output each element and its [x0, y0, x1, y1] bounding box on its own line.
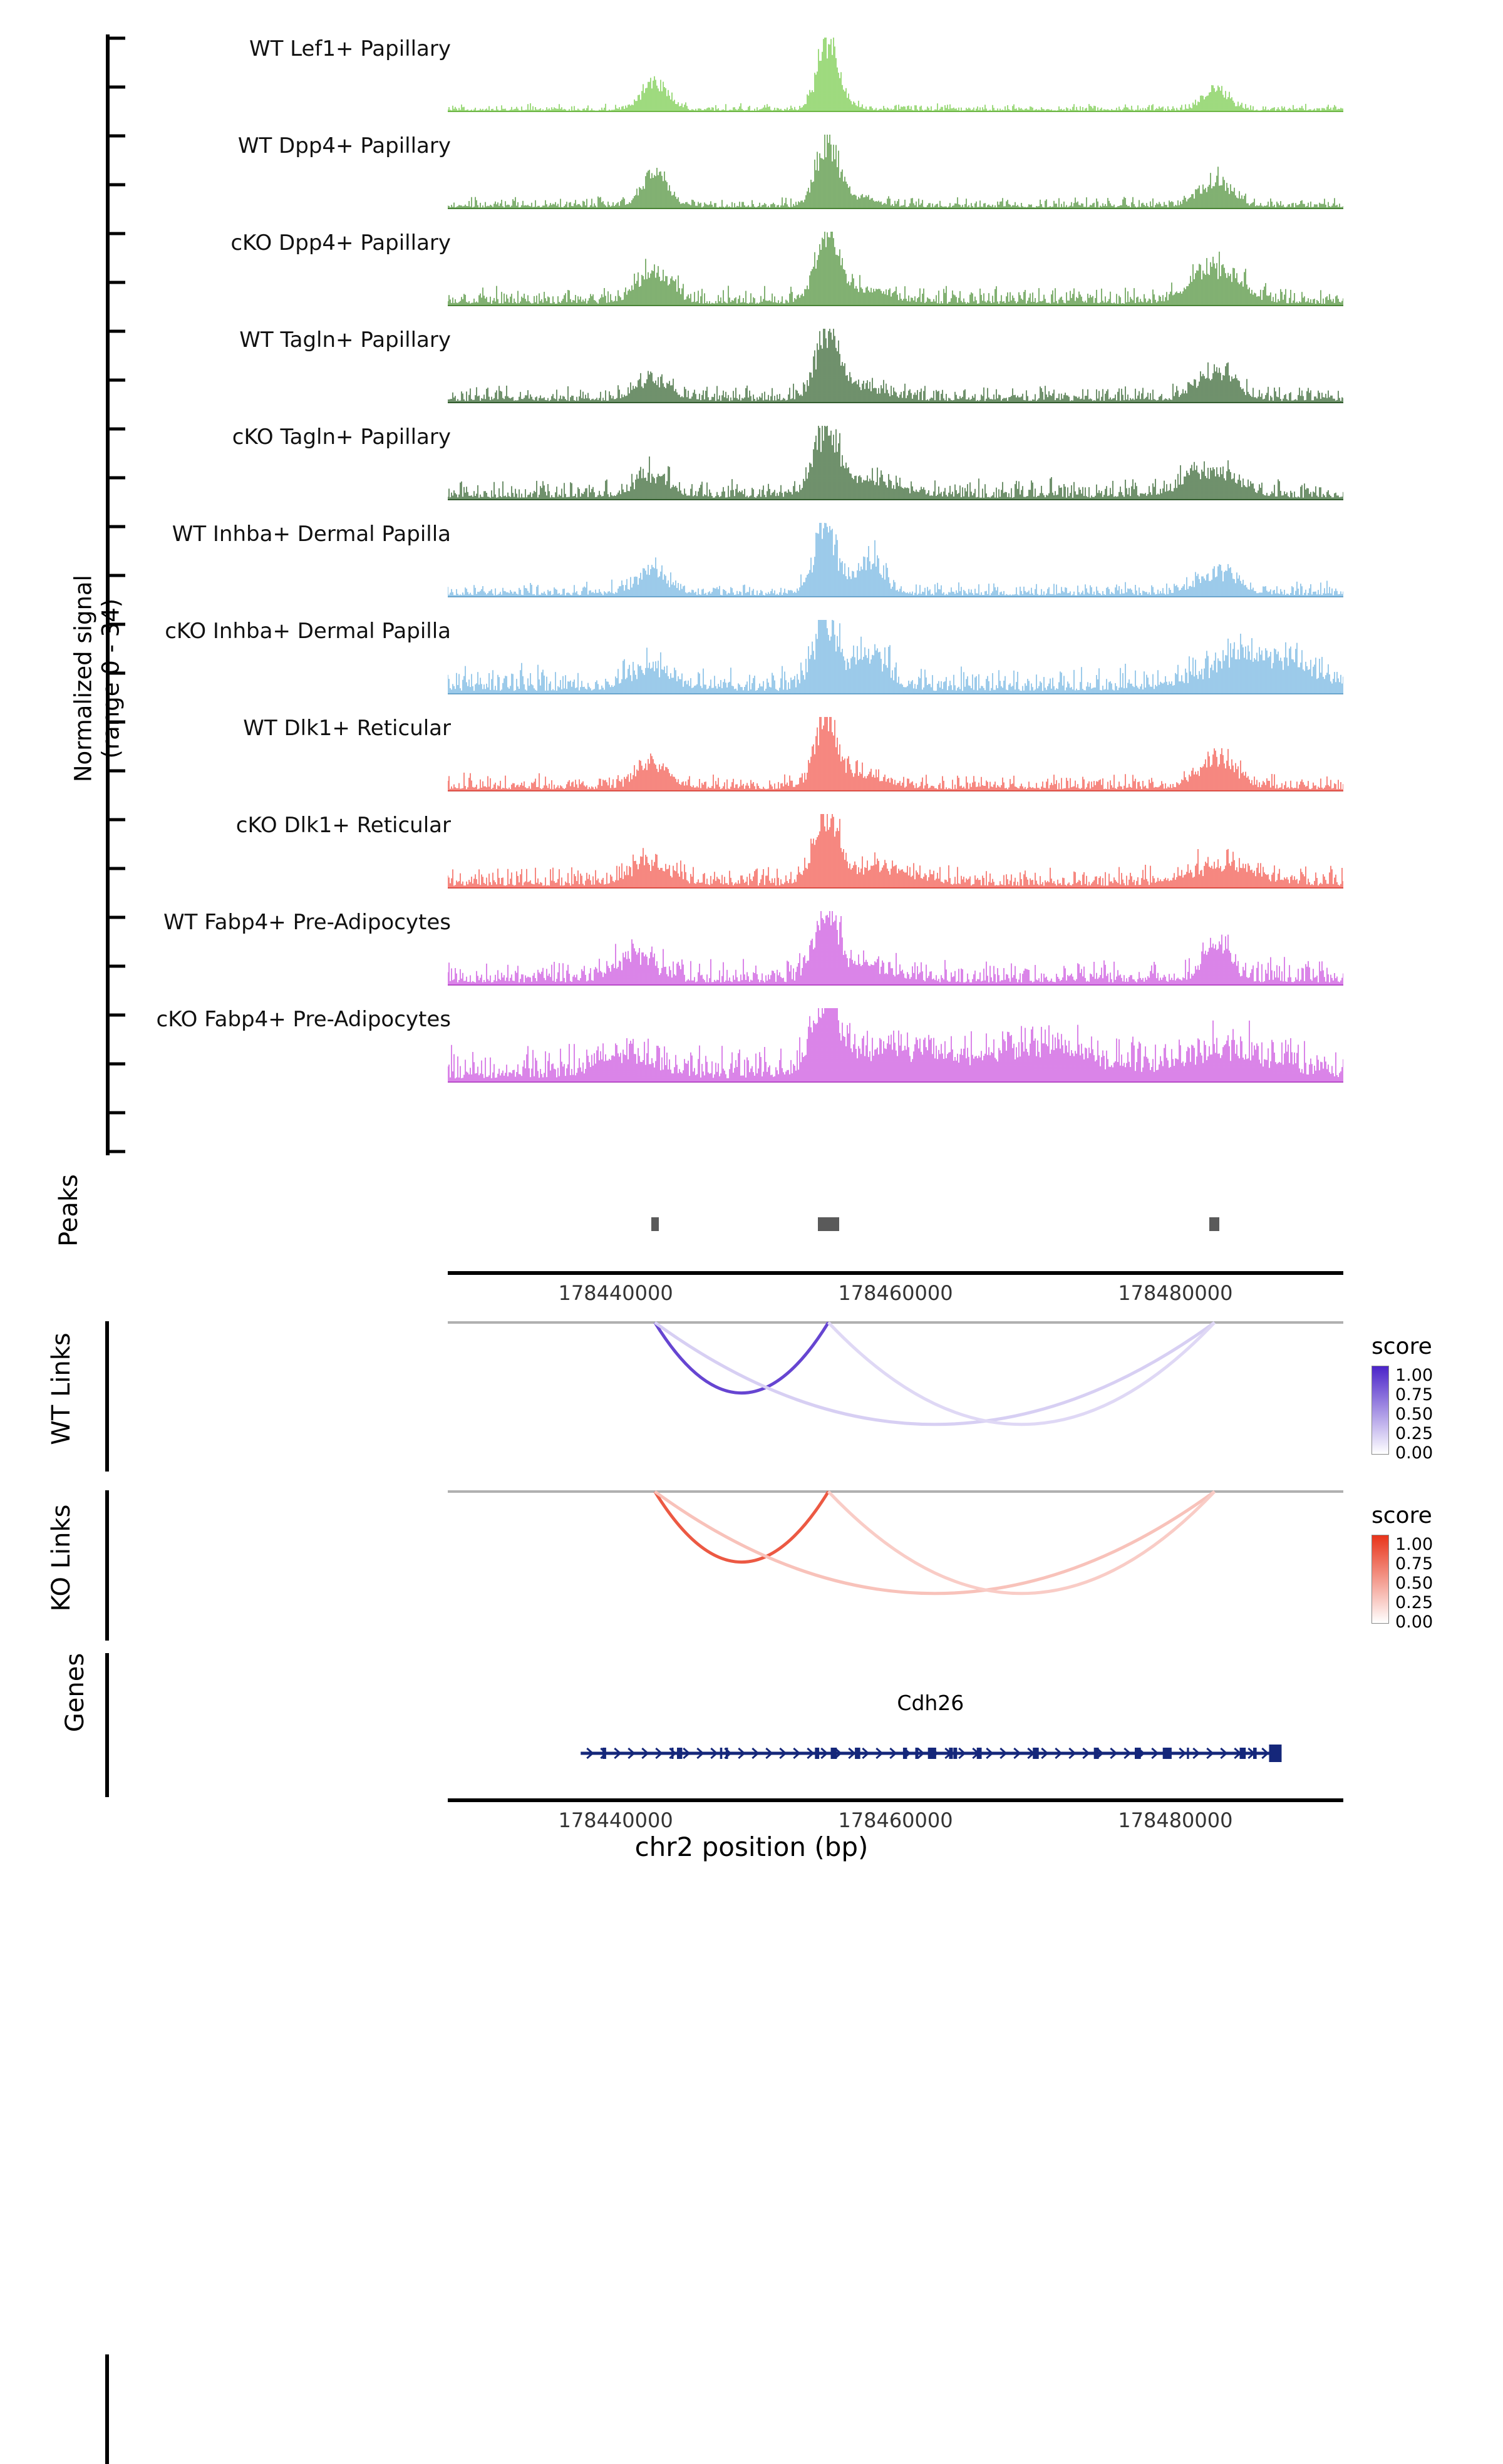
peak-mark — [651, 1217, 659, 1231]
coverage-track-signal — [448, 807, 1343, 904]
coverage-track-label: cKO Fabp4+ Pre-Adipocytes — [156, 1007, 451, 1032]
coverage-track — [0, 224, 1503, 321]
coverage-track — [0, 418, 1503, 515]
coverage-track — [0, 321, 1503, 418]
coverage-track-label: WT Tagln+ Papillary — [239, 327, 451, 353]
gene-model — [448, 1735, 1343, 1778]
genes-panel-label: Genes — [61, 1652, 90, 1733]
coverage-track-label: WT Inhba+ Dermal Papilla — [172, 522, 451, 547]
peaks-marks — [448, 1177, 1343, 1287]
x-axis-tick-label: 178440000 — [558, 1281, 673, 1305]
coverage-track-signal — [448, 904, 1343, 1001]
ko-legend-ticks — [1395, 1535, 1433, 1632]
wt-links-arcs — [448, 1315, 1343, 1472]
wt-legend-tick: 0.00 — [1395, 1443, 1433, 1463]
wt-legend-colorbar — [1371, 1366, 1389, 1455]
wt-legend-ticks — [1395, 1366, 1433, 1463]
ko-legend-tick: 1.00 — [1395, 1535, 1433, 1554]
x-axis-title: chr2 position (bp) — [634, 1832, 869, 1862]
coverage-track — [0, 515, 1503, 612]
wt-legend-tick: 0.50 — [1395, 1405, 1433, 1424]
coverage-track-label: cKO Dpp4+ Papillary — [230, 230, 451, 255]
coverage-track-signal — [448, 224, 1343, 321]
ko-legend-tick: 0.25 — [1395, 1593, 1433, 1612]
coverage-track — [0, 904, 1503, 1001]
gene-name-label: Cdh26 — [897, 1691, 964, 1715]
wt-legend-tick: 0.75 — [1395, 1385, 1433, 1405]
wt-links-panel — [0, 1315, 1503, 1478]
ko-links-arcs — [448, 1484, 1343, 1641]
peak-mark — [1209, 1217, 1219, 1231]
ko-links-label: KO Links — [47, 1504, 76, 1612]
peaks-spine — [105, 2354, 109, 2464]
x-axis-tick-label: 178440000 — [558, 1808, 673, 1832]
coverage-track-label: cKO Inhba+ Dermal Papilla — [165, 619, 451, 644]
ko-legend-title: score — [1371, 1503, 1432, 1528]
coverage-track — [0, 30, 1503, 127]
peak-mark — [818, 1217, 839, 1231]
wt-legend-title: score — [1371, 1334, 1432, 1359]
coverage-track-label: WT Dpp4+ Papillary — [237, 133, 451, 158]
wt-links-spine — [105, 1321, 109, 1472]
genes-panel — [0, 1641, 1503, 1822]
ko-legend-tick: 0.00 — [1395, 1612, 1433, 1632]
coverage-track-signal — [448, 418, 1343, 515]
coverage-track-label: cKO Tagln+ Papillary — [232, 425, 451, 450]
coverage-track-label: WT Lef1+ Papillary — [249, 36, 451, 61]
x-axis-tick-label: 178480000 — [1118, 1808, 1233, 1832]
x-axis-tick-label: 178460000 — [838, 1808, 953, 1832]
ko-links-spine — [105, 1490, 109, 1641]
coverage-track — [0, 127, 1503, 224]
coverage-track-signal — [448, 515, 1343, 612]
wt-links-label: WT Links — [47, 1333, 76, 1445]
coverage-track-label: WT Fabp4+ Pre-Adipocytes — [163, 910, 451, 935]
ko-links-panel — [0, 1484, 1503, 1647]
coverage-track — [0, 612, 1503, 709]
coverage-track-signal — [448, 321, 1343, 418]
wt-links-legend — [1371, 1334, 1503, 1463]
coverage-track-signal — [448, 612, 1343, 709]
coverage-track — [0, 807, 1503, 904]
ko-legend-colorbar — [1371, 1535, 1389, 1624]
coverage-track — [0, 709, 1503, 807]
peaks-panel — [0, 1174, 1503, 1296]
genes-axis-line — [448, 1798, 1343, 1802]
genes-spine — [105, 1653, 109, 1797]
x-axis-tick-label: 178460000 — [838, 1281, 953, 1305]
coverage-track-label: WT Dlk1+ Reticular — [243, 716, 451, 741]
x-axis-tick-label: 178480000 — [1118, 1281, 1233, 1305]
signal-axis-label-line2: (range 0 - 34) — [97, 598, 124, 759]
peaks-panel-label: Peaks — [54, 1174, 83, 1247]
coverage-track-signal — [448, 1001, 1343, 1098]
coverage-track-signal — [448, 709, 1343, 807]
ko-legend-tick: 0.75 — [1395, 1554, 1433, 1574]
signal-axis-label-line1: Normalized signal — [70, 575, 97, 783]
ko-legend-tick: 0.50 — [1395, 1574, 1433, 1593]
coverage-track — [0, 1001, 1503, 1098]
peaks-axis-line — [448, 1271, 1343, 1275]
coverage-track-label: cKO Dlk1+ Reticular — [235, 813, 451, 838]
wt-legend-tick: 1.00 — [1395, 1366, 1433, 1385]
wt-legend-tick: 0.25 — [1395, 1424, 1433, 1443]
coverage-track-signal — [448, 30, 1343, 127]
coverage-track-signal — [448, 127, 1343, 224]
ko-links-legend — [1371, 1503, 1503, 1632]
